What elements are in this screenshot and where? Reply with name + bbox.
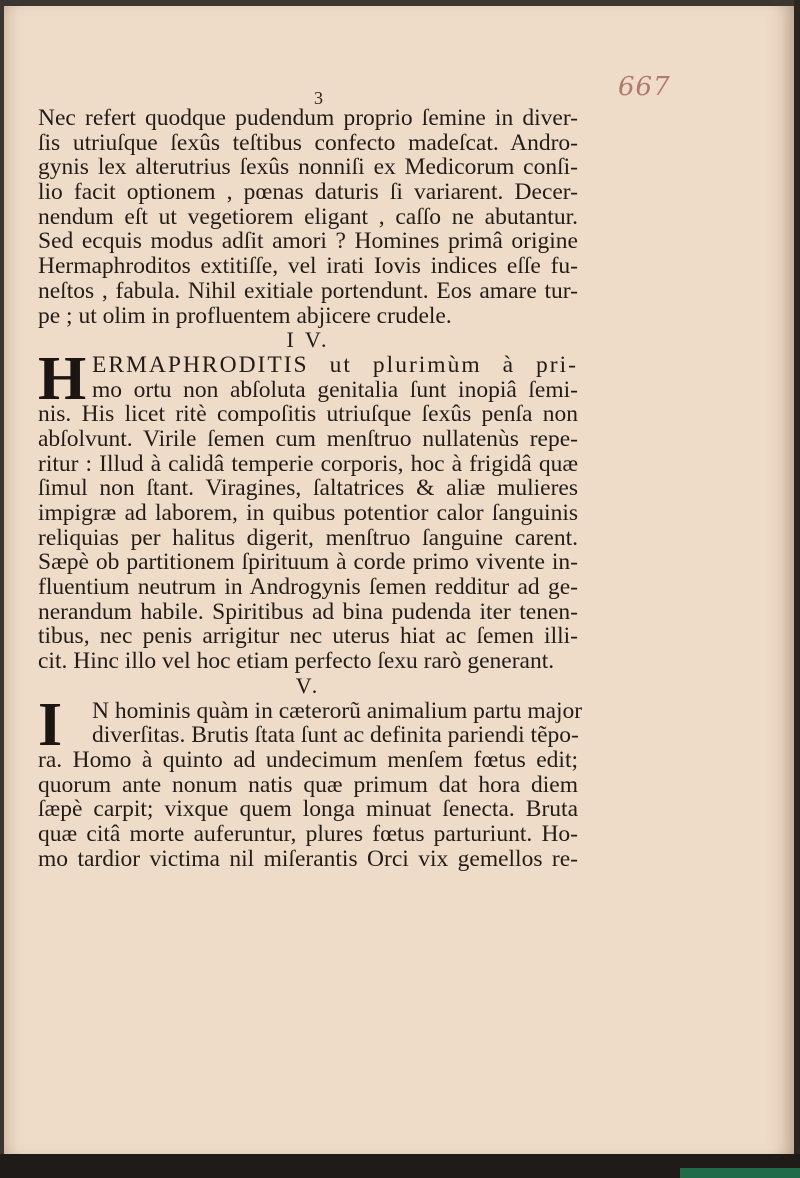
drop-cap: I (38, 690, 63, 759)
text-line: pe ; ut olim in profluentem abjicere crudele. (38, 302, 452, 329)
text-line: Sæpè ob partitionem ſpirituum à corde primo vivente in- (38, 549, 578, 576)
text-body (38, 105, 583, 872)
text-line: quæ citâ morte auferuntur, plures fœtus parturiunt. Ho- (38, 820, 578, 847)
text-line: neſtos , fabula. Nihil exitiale portendunt. Eos amare tur- (38, 277, 578, 304)
text-line: ſæpè carpit; vixque quem longa minuat ſenecta. Bruta (38, 796, 578, 823)
section-heading-v: V. (295, 672, 321, 698)
text-line: impigræ ad laborem, in quibus potentior calor ſanguinis (38, 500, 578, 526)
text-line: nis. His licet ritè compoſitis utriuſque ſexûs penſa non (38, 401, 578, 428)
color-calibration-strip (680, 1168, 800, 1178)
page-number: 3 (314, 88, 323, 108)
paragraph-2 (38, 344, 578, 675)
drop-cap: H (38, 344, 87, 413)
text-line: Nec refert quodque pudendum proprio ſemine in diver- (38, 105, 578, 131)
text-line: ſimul non ſtant. Viragines, ſaltatrices & aliæ mulieres (38, 475, 578, 502)
text-line: Sed ecquis modus adſit amori ? Homines primâ origine (38, 228, 578, 255)
text-line: gynis lex alterutrius ſexûs nonniſi ex Medicorum conſi- (38, 154, 578, 181)
text-line: ra. Homo à quinto ad undecimum menſem fœtus edit; (38, 746, 578, 773)
paragraph-1 (38, 106, 578, 328)
text-line: abſolvunt. Virile ſemen cum menſtruo nullatenùs repe- (38, 425, 578, 452)
text-line: Hermaphroditos extitiſſe, vel irati Iovis indices eſſe fu- (38, 253, 578, 280)
section-heading-iv: I V. (286, 327, 330, 353)
text-line: mo ortu non abſoluta genitalia ſunt inopiâ ſemi- (92, 376, 578, 403)
book-edge (794, 0, 800, 1178)
paragraph-3 (38, 690, 583, 872)
text-line: fluentium neutrum in Androgynis ſemen redditur ad ge- (38, 574, 578, 601)
scan-bottom-edge (0, 1154, 800, 1178)
text-line: ſis utriuſque ſexûs teſtibus confecto madeſcat. Andro- (38, 129, 578, 156)
text-line: nendum eſt ut vegetiorem eligant , caſſo ne abutantur. (38, 203, 578, 230)
text-line: reliquias per halitus digerit, menſtruo ſanguine carent. (38, 524, 578, 551)
text-line: mo tardior victima nil miſerantis Orci vix gemellos re- (38, 845, 578, 872)
text-line: N hominis quàm in cæterorũ animalium partu major (92, 697, 583, 724)
book-page (4, 6, 794, 1154)
text-line: nerandum habile. Spiritibus ad bina pudenda iter tenen- (38, 598, 578, 625)
text-line: lio facit optionem , pœnas daturis ſi variarent. Decer- (38, 179, 578, 206)
text-line: ritur : Illud à calidâ temperie corporis, hoc à frigidâ quæ (38, 450, 578, 477)
text-line: ERMAPHRODITIS ut plurimùm à pri- (92, 351, 578, 378)
text-line: cit. Hinc illo vel hoc etiam perfecto ſexu rarò generant. (38, 648, 555, 675)
handwritten-folio-number: 667 (618, 72, 671, 102)
text-line: tibus, nec penis arrigitur nec uterus hiat ac ſemen illi- (38, 623, 578, 650)
text-line: quorum ante nonum natis quæ primum dat hora diem (38, 771, 578, 798)
text-line: diverſitas. Brutis ſtata ſunt ac definita pariendi tẽpo- (92, 722, 579, 749)
